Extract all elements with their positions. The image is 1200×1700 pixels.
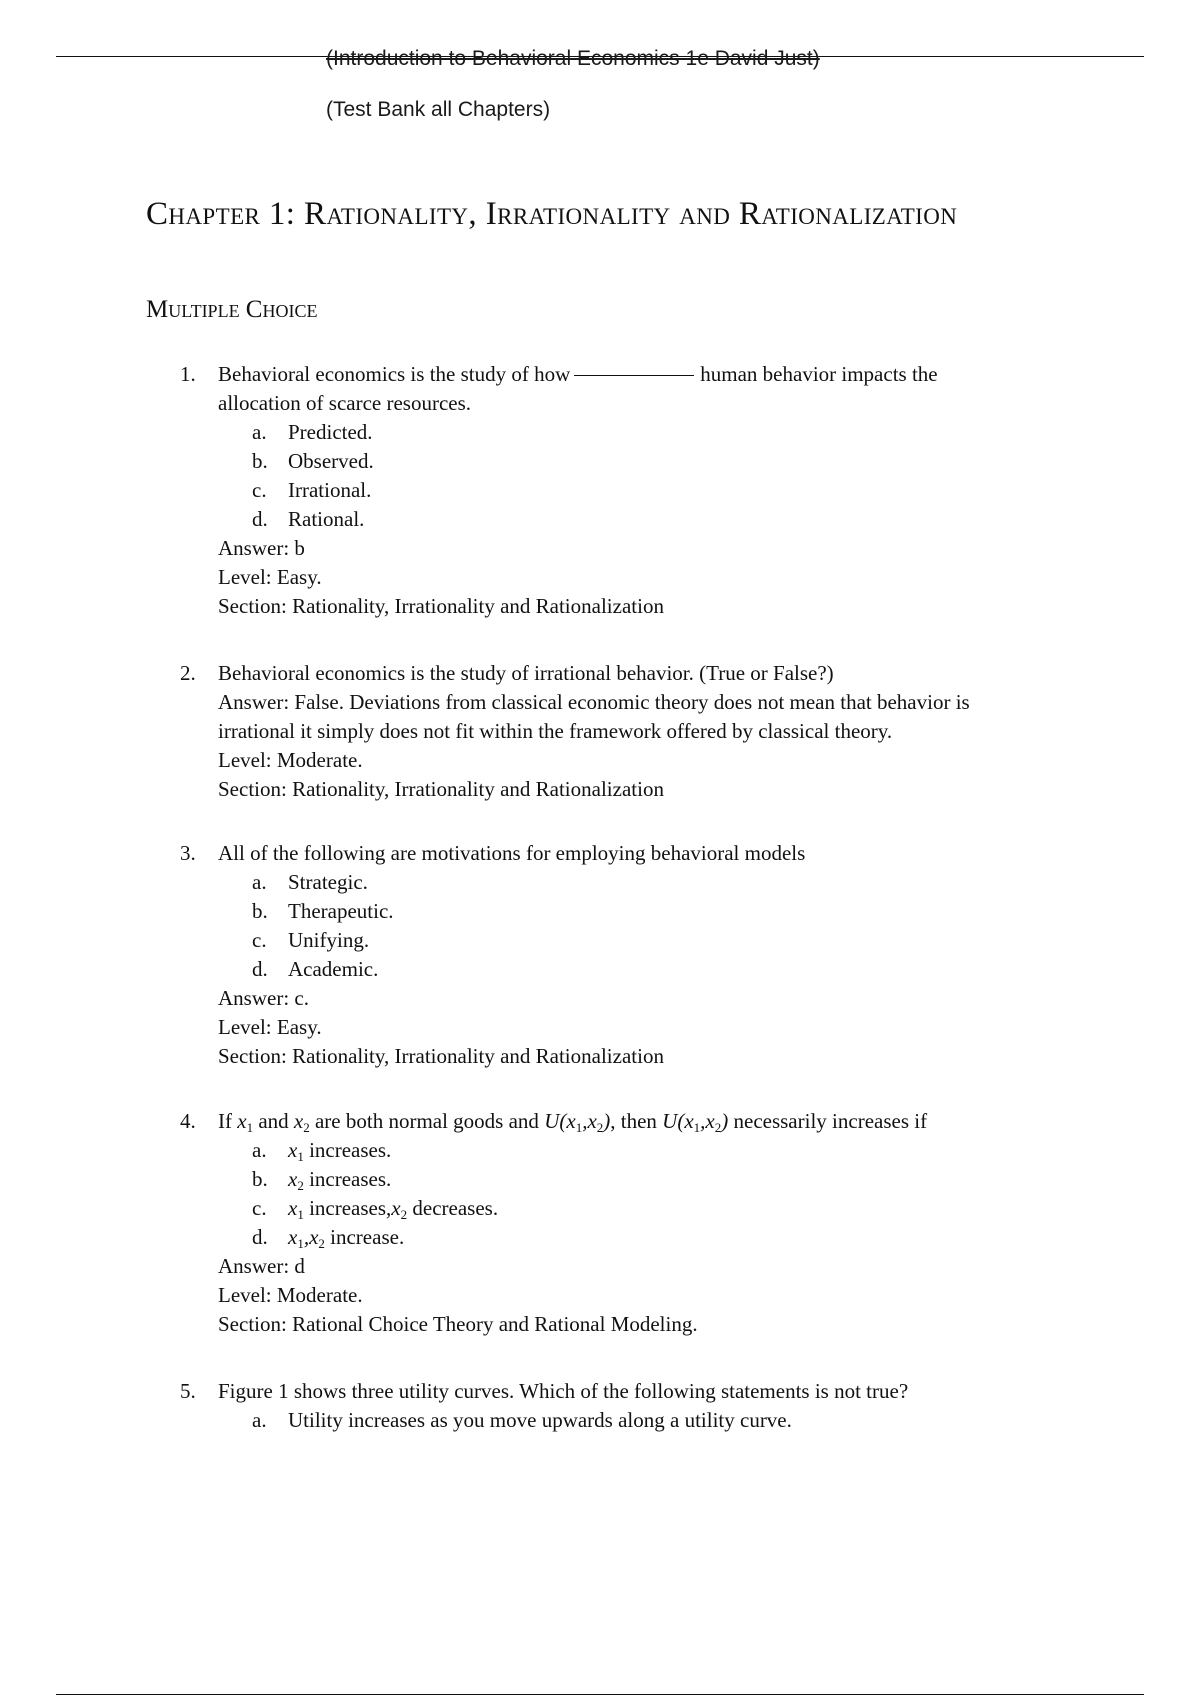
option-a: a. Predicted.	[252, 420, 373, 444]
question-stem-continued: allocation of scarce resources.	[218, 391, 472, 415]
options-list	[252, 1136, 1086, 1252]
level-line: Level: Easy.	[218, 565, 322, 589]
math-x2: $x_2$	[293, 1109, 310, 1135]
option-b: b. $x_2$ increases.	[252, 1167, 392, 1193]
option-a: a. Strategic.	[252, 870, 368, 894]
question-number: 1.	[180, 362, 196, 386]
question-number: 2.	[180, 661, 196, 685]
option-d: d. Academic.	[252, 957, 379, 981]
fill-in-blank	[574, 375, 694, 376]
level-line: Level: Moderate.	[218, 748, 363, 772]
question-3	[146, 839, 1086, 1071]
question-number: 4.	[180, 1109, 196, 1133]
option-b: b. Observed.	[252, 449, 374, 473]
question-1	[146, 360, 1086, 621]
answer-line: Answer: c.	[218, 986, 309, 1010]
question-5	[146, 1377, 1086, 1435]
footer-rule	[56, 1694, 1144, 1695]
stem-text: human behavior impacts the	[700, 362, 938, 386]
level-line: Level: Moderate.	[218, 1283, 363, 1307]
option-c: c. Unifying.	[252, 928, 370, 952]
section-line: Section: Rationality, Irrationality and Rationalization	[218, 1044, 664, 1068]
answer-line: Answer: b	[218, 536, 305, 560]
options-list	[252, 1406, 1086, 1435]
option-c: c. Irrational.	[252, 478, 372, 502]
question-number: 5.	[180, 1379, 196, 1403]
stem-text: Behavioral economics is the study of how	[218, 362, 571, 386]
option-a: a. Utility increases as you move upwards along a utility curve.	[252, 1408, 792, 1432]
question-stem	[218, 360, 1086, 389]
question-stem: If $x_1$ and $x_2$ are both normal goods and $U(x_1,x_2)$, then $U(x_1,x_2)$ necessarily increases if	[218, 1109, 928, 1135]
test-bank-subtitle: (Test Bank all Chapters)	[326, 98, 551, 121]
answer-line: Answer: False. Deviations from classical economic theory does not mean that behavior is	[218, 690, 970, 714]
options-list	[252, 868, 1086, 984]
book-title-header: (Introduction to Behavioral Economics 1e David Just)	[326, 47, 820, 70]
math-utility-function: $U(x_1,x_2)$	[544, 1109, 611, 1135]
options-list	[252, 418, 1086, 534]
option-d: d. Rational.	[252, 507, 365, 531]
chapter-title: Chapter 1: Rationality, Irrationality and Rationalization	[146, 196, 958, 232]
math-x1: $x_1$	[237, 1109, 254, 1135]
question-stem: Figure 1 shows three utility curves. Which of the following statements is not true?	[218, 1379, 909, 1403]
option-b: b. Therapeutic.	[252, 899, 394, 923]
question-number: 3.	[180, 841, 196, 865]
question-stem: Behavioral economics is the study of irrational behavior. (True or False?)	[218, 661, 834, 685]
math-utility-function: $U(x_1,x_2)$	[662, 1109, 729, 1135]
option-a: a. $x_1$ increases.	[252, 1138, 392, 1164]
question-stem: All of the following are motivations for employing behavioral models	[218, 841, 806, 865]
option-c: c. $x_1$ $increases,x_2$ decreases.	[252, 1196, 499, 1222]
section-title: Multiple Choice	[146, 296, 318, 323]
section-line: Section: Rationality, Irrationality and Rationalization	[218, 594, 664, 618]
option-d: d. $x_1,x_2$ increase.	[252, 1225, 405, 1251]
section-line: Section: Rationality, Irrationality and Rationalization	[218, 777, 664, 801]
answer-line-continued: irrational it simply does not fit within the framework offered by classical theory.	[218, 719, 893, 743]
question-4	[146, 1107, 1086, 1339]
section-line: Section: Rational Choice Theory and Rational Modeling.	[218, 1312, 698, 1336]
level-line: Level: Easy.	[218, 1015, 322, 1039]
question-2	[146, 659, 1086, 804]
answer-line: Answer: d	[218, 1254, 305, 1278]
